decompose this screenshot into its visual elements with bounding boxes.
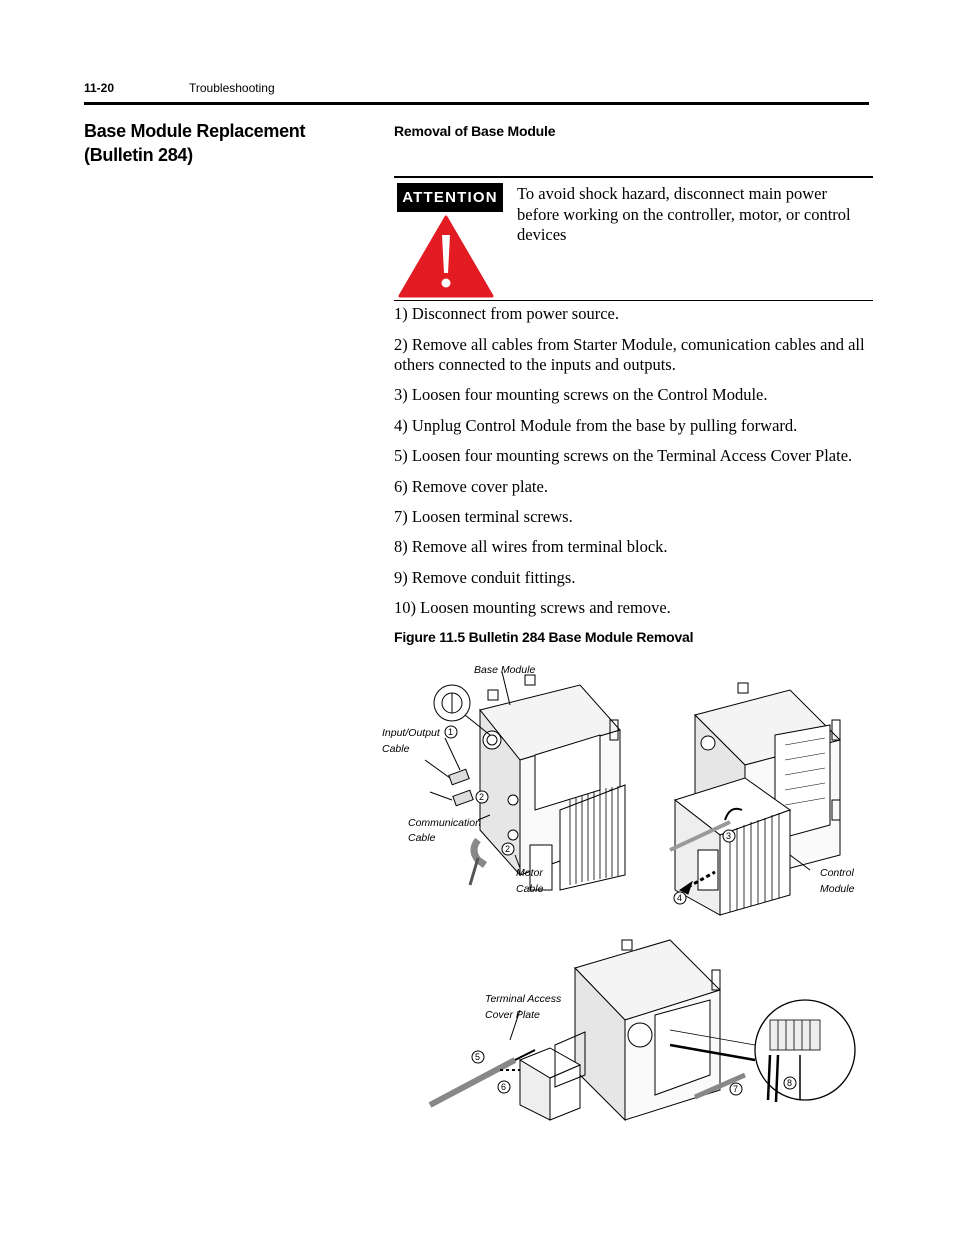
attention-text: To avoid shock hazard, disconnect main power before working on the controller, motor, or control devices <box>517 184 851 244</box>
attention-top-rule <box>394 176 873 178</box>
callout-2b-text: 2 <box>505 844 511 854</box>
procedure-steps <box>394 304 874 618</box>
step-8: 8) Remove all wires from terminal block. <box>394 537 668 556</box>
header-rule <box>84 102 869 105</box>
base-module-removal-figure <box>370 650 870 1130</box>
label-cover-plate-line1: Terminal Access <box>485 993 562 1005</box>
label-comm-cable-line2: Cable <box>408 832 436 844</box>
page-number: 11-20 <box>84 81 115 95</box>
label-control-module-line2: Module <box>820 883 855 895</box>
figure-caption: Figure 11.5 Bulletin 284 Base Module Removal <box>394 629 694 645</box>
attention-bottom-rule <box>394 300 873 301</box>
label-cover-plate-line2: Cover Plate <box>485 1009 540 1021</box>
step-9: 9) Remove conduit fittings. <box>394 568 576 587</box>
label-io-cable-line2: Cable <box>382 743 410 755</box>
warning-exclamation-icon <box>398 215 494 299</box>
callout-6-text: 6 <box>501 1082 507 1092</box>
step-6: 6) Remove cover plate. <box>394 477 548 496</box>
section-title: Base Module Replacement (Bulletin 284) <box>84 121 306 165</box>
attention-label: ATTENTION <box>397 183 503 212</box>
callout-4-text: 4 <box>677 893 683 903</box>
running-head: Troubleshooting <box>189 81 275 95</box>
label-control-module-line1: Control <box>820 867 854 879</box>
callout-2a-text: 2 <box>479 792 485 802</box>
label-io-cable-line1: Input/Output <box>382 727 440 739</box>
step-7: 7) Loosen terminal screws. <box>394 507 573 526</box>
callout-8-text: 8 <box>787 1078 793 1088</box>
label-comm-cable-line1: Communication <box>408 817 481 829</box>
callout-1-text: 1 <box>448 727 454 737</box>
step-5: 5) Loosen four mounting screws on the Terminal Access Cover Plate. <box>394 446 853 465</box>
label-motor-cable-line1: Motor <box>516 867 543 879</box>
step-2: 2) Remove all cables from Starter Module, comunication cables and all others connected to the inputs and outputs. <box>394 335 865 374</box>
label-motor-cable-line2: Cable <box>516 883 544 895</box>
step-3: 3) Loosen four mounting screws on the Control Module. <box>394 385 768 404</box>
subsection-title: Removal of Base Module <box>394 123 556 139</box>
label-base-module: Base Module <box>474 664 536 676</box>
control-module-illustration <box>670 683 840 915</box>
callout-5-text: 5 <box>475 1052 481 1062</box>
base-module-illustration <box>425 672 625 890</box>
step-10: 10) Loosen mounting screws and remove. <box>394 598 671 617</box>
step-4: 4) Unplug Control Module from the base by pulling forward. <box>394 416 798 435</box>
callout-3-text: 3 <box>726 831 732 841</box>
callout-7-text: 7 <box>733 1084 739 1094</box>
step-1: 1) Disconnect from power source. <box>394 304 619 323</box>
terminal-access-illustration <box>430 940 855 1120</box>
